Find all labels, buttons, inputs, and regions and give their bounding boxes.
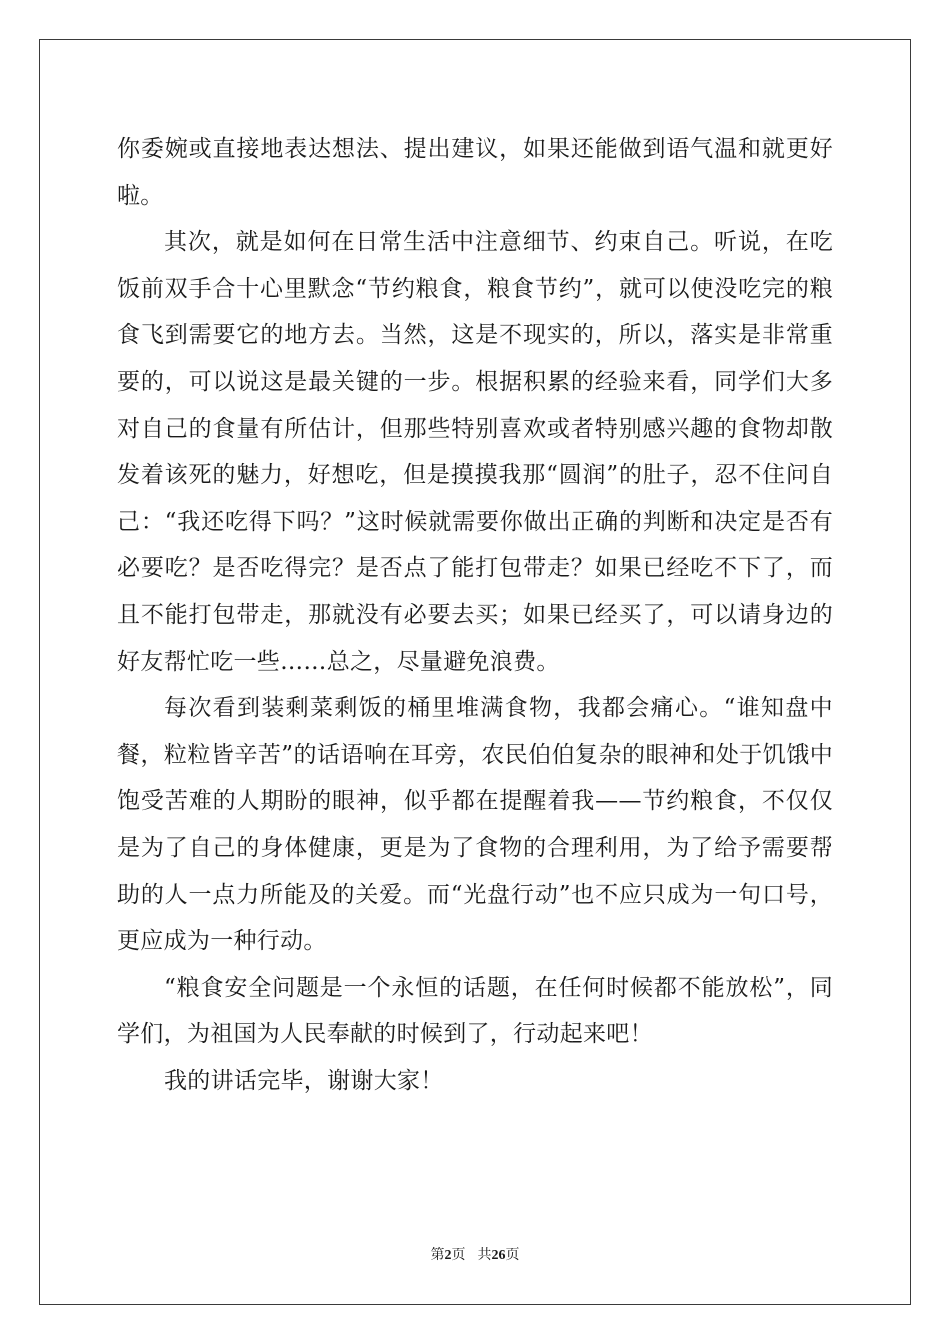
total-prefix: 共 (477, 1247, 492, 1263)
paragraph-1: 你委婉或直接地表达想法、提出建议，如果还能做到语气温和就更好啦。 (117, 136, 833, 209)
total-pages: 26 (491, 1248, 506, 1263)
paragraph-3: 每次看到装剩菜剩饭的桶里堆满食物，我都会痛心。“谁知盘中餐，粒粒皆辛苦”的话语响在耳旁，农民伯伯复杂的眼神和处于饥饿中饱受苦难的人期盼的眼神，似乎都在提醒着我——节约粮食，不仅仅是为了自己的身体健康，更是为了食物的合理利用，为了给予需要帮助的人一点力所能及的关爱。而“光盘行动”也不应只成为一句口号，更应成为一种行动。 (117, 695, 833, 955)
page-prefix: 第 (430, 1247, 445, 1263)
paragraph-5: 我的讲话完毕，谢谢大家！ (164, 1067, 444, 1094)
paragraph-2: 其次，就是如何在日常生活中注意细节、约束自己。听说，在吃饭前双手合十心里默念“节约粮食，粮食节约”，就可以使没吃完的粮食飞到需要它的地方去。当然，这是不现实的，所以，落实是非常重要的，可以说这是最关键的一步。根据积累的经验来看，同学们大多对自己的食量有所估计，但那些特别喜欢或者特别感兴趣的食物却散发着该死的魅力，好想吃，但是摸摸我那“圆润”的肚子，忍不住问自己：“我还吃得下吗？”这时候就需要你做出正确的判断和决定是否有必要吃？是否吃得完？是否点了能打包带走？如果已经吃不下了，而且不能打包带走，那就没有必要去买；如果已经买了，可以请身边的好友帮忙吃一些……总之，尽量避免浪费。 (117, 229, 833, 675)
page-footer (0, 1244, 950, 1264)
page-suffix: 页 (451, 1247, 466, 1263)
page-number: 2 (444, 1248, 452, 1263)
document-body (117, 126, 833, 1104)
total-suffix: 页 (505, 1247, 520, 1263)
paragraph-4: “粮食安全问题是一个永恒的话题，在任何时候都不能放松”，同学们，为祖国为人民奉献的时候到了，行动起来吧！ (117, 974, 833, 1048)
